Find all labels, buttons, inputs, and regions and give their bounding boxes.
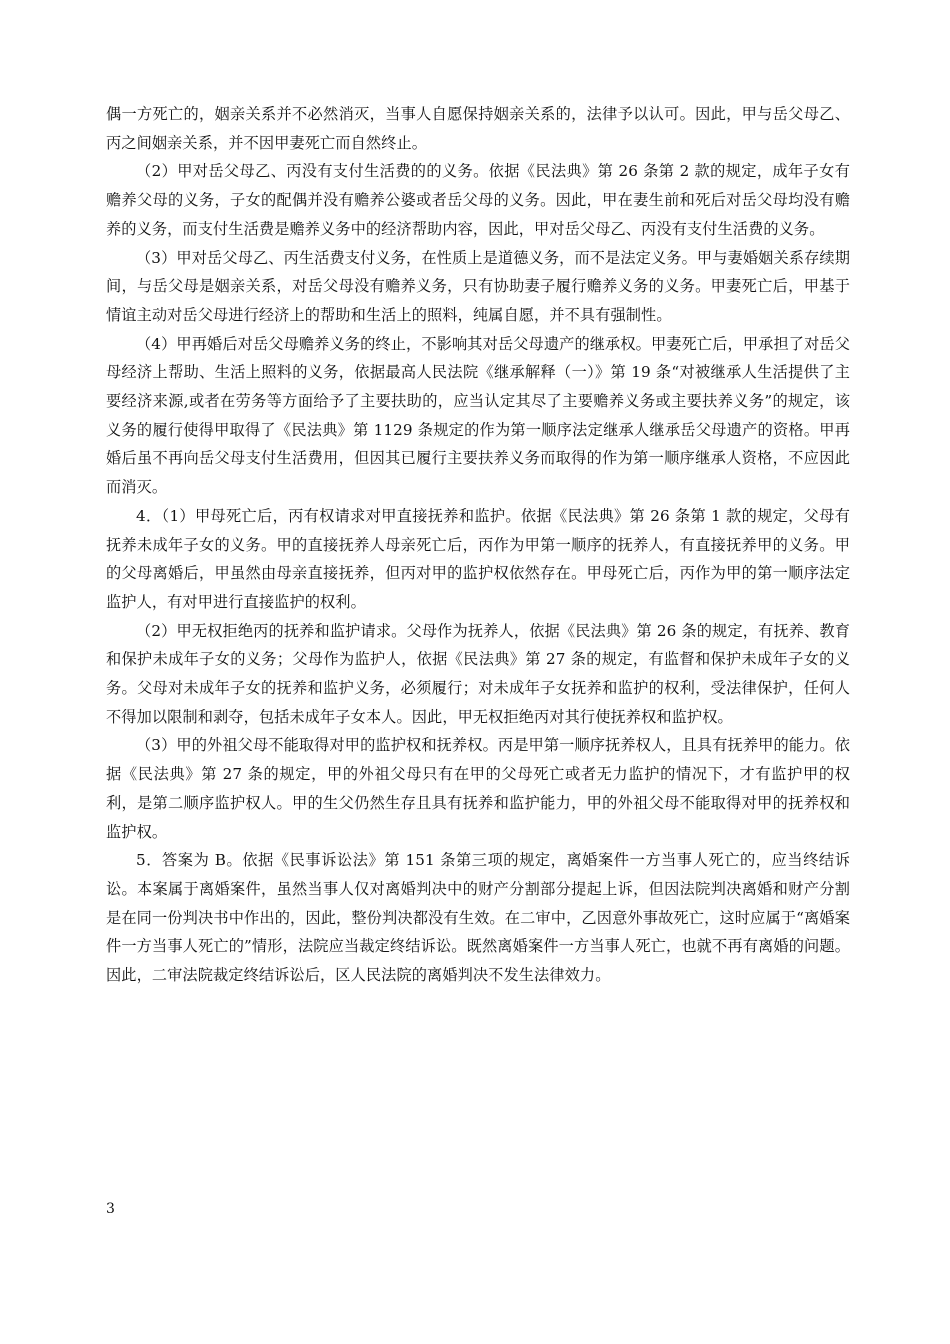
paragraph-4-3: （3）甲的外祖父母不能取得对甲的监护权和抚养权。丙是甲第一顺序抚养权人，且具有抚养甲的能力。依据《民法典》第 27 条的规定，甲的外祖父母只有在甲的父母死亡或者无力监护的情况下，才有监护甲的权利，是第二顺序监护权人。甲的生父仍然生存且具有抚养和监护能力，甲的外祖父母不能取得对甲的抚养权和监护权。 [106, 736, 850, 841]
paragraph-3-4: （4）甲再婚后对岳父母赡养义务的终止，不影响其对岳父母遗产的继承权。甲妻死亡后，甲承担了对岳父母经济上帮助、生活上照料的义务，依据最高人民法院《继承解释（一）》第 19 条“对被继承人生活提供了主要经济来源,或者在劳务等方面给予了主要扶助的，应当认定其尽了主要赡养义务或主要扶养义务”的规定，该义务的履行使得甲取得了《民法典》第 1129 条规定的作为第一顺序法定继承人继承岳父母遗产的资格。甲再婚后虽不再向岳父母支付生活费用，但因其已履行主要扶养义务而取得的作为第一顺序继承人资格，不应因此而消灭。 [106, 334, 850, 497]
paragraph-4-1: 4．（1）甲母死亡后，丙有权请求对甲直接抚养和监护。依据《民法典》第 26 条第 1 款的规定，父母有抚养未成年子女的义务。甲的直接抚养人母亲死亡后，丙作为甲第一顺序的抚养人，有直接抚养甲的义务。甲的父母离婚后，甲虽然由母亲直接抚养，但丙对甲的监护权依然存在。甲母死亡后，丙作为甲的第一顺序法定监护人，有对甲进行直接监护的权利。 [106, 506, 850, 611]
page-number: 3 [106, 1201, 115, 1217]
paragraph-5: 5．答案为 B。依据《民事诉讼法》第 151 条第三项的规定，离婚案件一方当事人死亡的，应当终结诉讼。本案属于离婚案件，虽然当事人仅对离婚判决中的财产分割部分提起上诉，但因法院判决离婚和财产分割是在同一份判决书中作出的，因此，整份判决都没有生效。在二审中，乙因意外事故死亡，这时应属于“离婚案件一方当事人死亡的”情形，法院应当裁定终结诉讼。既然离婚案件一方当事人死亡，也就不再有离婚的问题。因此，二审法院裁定终结诉讼后，区人民法院的离婚判决不发生法律效力。 [106, 851, 850, 985]
paragraph-continuation: 偶一方死亡的，姻亲关系并不必然消灭，当事人自愿保持姻亲关系的，法律予以认可。因此，甲与岳父母乙、丙之间姻亲关系，并不因甲妻死亡而自然终止。 [106, 105, 850, 152]
document-body [106, 100, 850, 990]
paragraph-3-2: （2）甲对岳父母乙、丙没有支付生活费的的义务。依据《民法典》第 26 条第 2 款的规定，成年子女有赡养父母的义务，子女的配偶并没有赡养公婆或者岳父母的义务。因此，甲在妻生前和死后对岳父母均没有赡养的义务，而支付生活费是赡养义务中的经济帮助内容，因此，甲对岳父母乙、丙没有支付生活费的义务。 [106, 162, 850, 238]
paragraph-4-2: （2）甲无权拒绝丙的抚养和监护请求。父母作为抚养人，依据《民法典》第 26 条的规定，有抚养、教育和保护未成年子女的义务；父母作为监护人，依据《民法典》第 27 条的规定，有监督和保护未成年子女的义务。父母对未成年子女的抚养和监护义务，必须履行；对未成年子女抚养和监护的权利，受法律保护，任何人不得加以限制和剥夺，包括未成年子女本人。因此，甲无权拒绝丙对其行使抚养权和监护权。 [106, 621, 850, 726]
paragraph-3-3: （3）甲对岳父母乙、丙生活费支付义务，在性质上是道德义务，而不是法定义务。甲与妻婚姻关系存续期间，与岳父母是姻亲关系，对岳父母没有赡养义务，只有协助妻子履行赡养义务的义务。甲妻死亡后，甲基于情谊主动对岳父母进行经济上的帮助和生活上的照料，纯属自愿，并不具有强制性。 [106, 248, 850, 324]
